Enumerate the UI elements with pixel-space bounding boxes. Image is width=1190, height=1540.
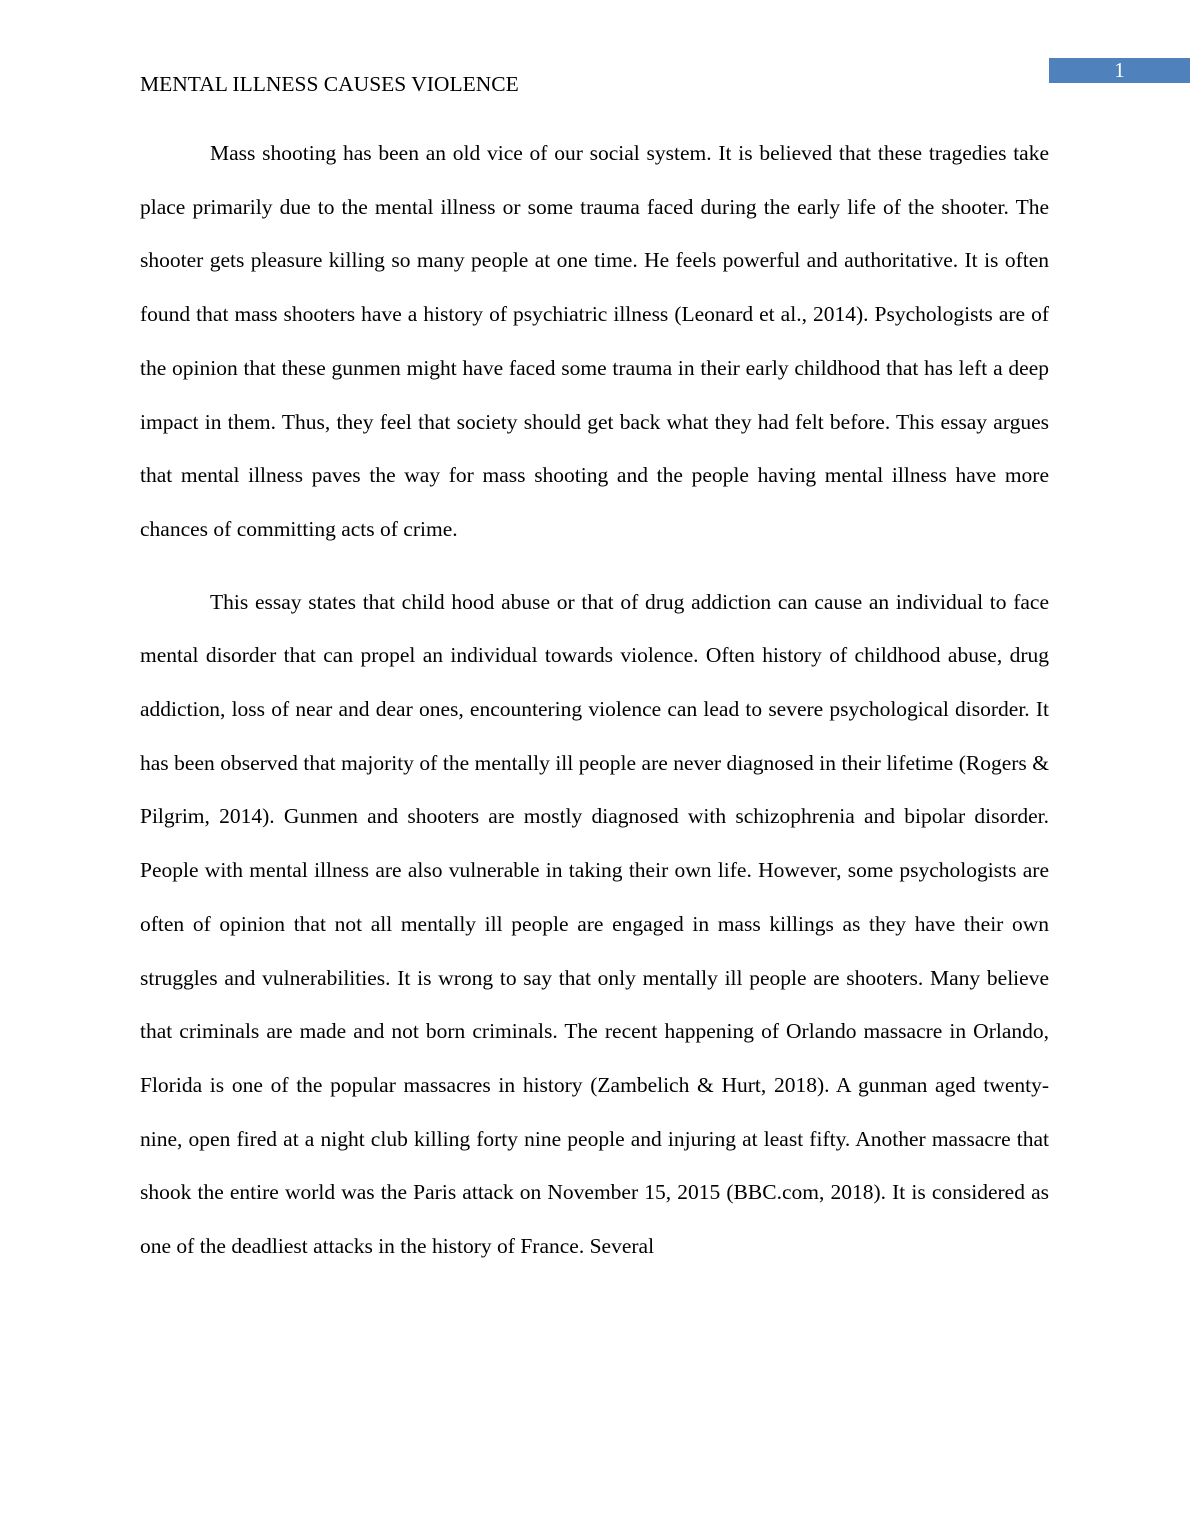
page-number: 1 xyxy=(1049,58,1190,83)
running-head: MENTAL ILLNESS CAUSES VIOLENCE xyxy=(140,72,519,96)
document-body xyxy=(140,127,1049,1274)
paragraph-2: This essay states that child hood abuse or that of drug addiction can cause an individual to face mental disorder that can propel an individual towards violence. Often history of childhood abuse, drug addiction, loss of near and dear ones, encountering violence can lead to severe psychological disorder. It has been observed that majority of the mentally ill people are never diagnosed in their lifetime (Rogers & Pilgrim, 2014). Gunmen and shooters are mostly diagnosed with schizophrenia and bipolar disorder. People with mental illness are also vulnerable in taking their own life. However, some psychologists are often of opinion that not all mentally ill people are engaged in mass killings as they have their own struggles and vulnerabilities. It is wrong to say that only mentally ill people are shooters. Many believe that criminals are made and not born criminals. The recent happening of Orlando massacre in Orlando, Florida is one of the popular massacres in history (Zambelich & Hurt, 2018). A gunman aged twenty-nine, open fired at a night club killing forty nine people and injuring at least fifty. Another massacre that shook the entire world was the Paris attack on November 15, 2015 (BBC.com, 2018). It is considered as one of the deadliest attacks in the history of France. Several xyxy=(140,589,1049,1259)
paragraph-1: Mass shooting has been an old vice of our social system. It is believed that these tragedies take place primarily due to the mental illness or some trauma faced during the early life of the shooter. The shooter gets pleasure killing so many people at one time. He feels powerful and authoritative. It is often found that mass shooters have a history of psychiatric illness (Leonard et al., 2014). Psychologists are of the opinion that these gunmen might have faced some trauma in their early childhood that has left a deep impact in them. Thus, they feel that society should get back what they had felt before. This essay argues that mental illness paves the way for mass shooting and the people having mental illness have more chances of committing acts of crime. xyxy=(140,141,1049,541)
